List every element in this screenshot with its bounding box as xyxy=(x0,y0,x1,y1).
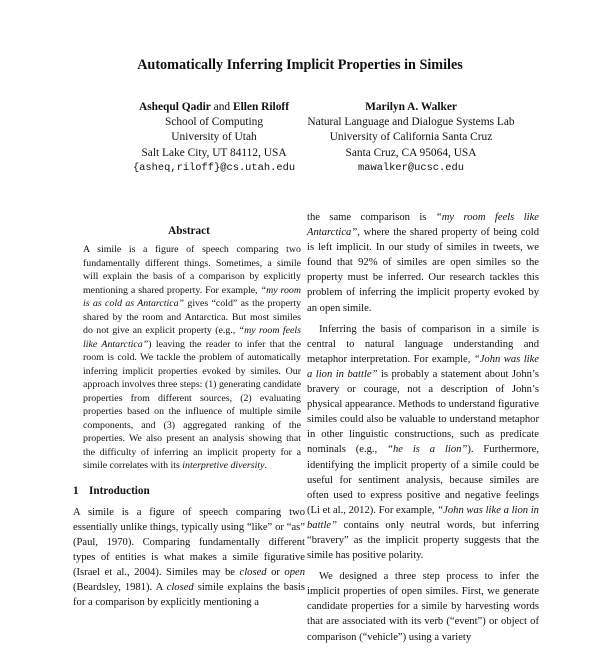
section-heading-introduction xyxy=(73,485,305,497)
author-email: {asheq,riloff}@cs.utah.edu xyxy=(132,161,296,174)
author-address: Santa Cruz, CA 95064, USA xyxy=(345,146,477,159)
abstract-text: A simile is a figure of speech comparing two fundamentally different things. Sometimes, a simile will explain the basis of a comparison by explicitly mentioning a shared property. For example, “my room is as cold as Antarctica” gives “cold” as the property shared by the room and Antarctica. But most similes do not give an explicit property (e.g., “my room feels like Antarctica”) leaving the reader to infer that the room is cold. We tackle the problem of automatically inferring implicit properties evoked by similes. Our approach involves three steps: (1) generating candidate properties from different sources, (2) evaluating properties based on the influence of multiple simile components, and (3) aggregated ranking of the properties. We also present an analysis showing that the difficulty of inferring an implicit property for a simile correlates with its interpretive diversity. xyxy=(83,244,302,471)
right-column xyxy=(307,210,539,651)
body-paragraph: We designed a three step process to infer the implicit properties of open similes. First, we generate candidate properties for a simile by harvesting words that are associated with its verb (“event”) or object of comparison (“vehicle”) using a variety xyxy=(307,571,539,643)
abstract-heading: Abstract xyxy=(168,225,210,237)
author-joiner: and xyxy=(210,101,233,113)
section-title: Introduction xyxy=(89,484,150,497)
author-name: Ellen Riloff xyxy=(232,101,289,113)
author-affiliation: University of Utah xyxy=(171,131,257,144)
author-name: Ashequl Qadir xyxy=(138,101,211,113)
author-block-ucsc xyxy=(292,100,530,176)
paper-title: Automatically Inferring Implicit Properties in Similes xyxy=(137,57,463,73)
author-affiliation: Natural Language and Dialogue Systems Lab xyxy=(307,116,515,129)
left-column xyxy=(73,210,305,616)
author-email: mawalker@ucsc.edu xyxy=(357,161,464,174)
author-affiliation: School of Computing xyxy=(164,116,264,129)
body-paragraph: the same comparison is “my room feels like Antarctica”, where the shared property of being cold is left implicit. In our study of similes in tweets, we found that 92% of similes are open similes so the property must be inferred. Our research tackles this problem of inferring the implicit property evoked by an open simile. xyxy=(307,212,539,314)
intro-paragraph: A simile is a figure of speech comparing two essentially unlike things, typically using “like” or “as” (Paul, 1970). Comparing fundamentally different types of entities is what makes a simile figurative (Israel et al., 2004). Similes may be closed or open (Beardsley, 1981). A closed simile explains the basis for a comparison by explicitly mentioning a xyxy=(73,506,305,609)
author-affiliation: University of California Santa Cruz xyxy=(329,131,493,144)
section-number: 1 xyxy=(73,484,79,497)
body-paragraph: Inferring the basis of comparison in a simile is central to natural language understanding and metaphor interpretation. For example, “John was like a lion in battle” is probably a statement about John’s bravery or courage, not a description of John’s physical appearance. Methods to understand figurative similes could also be valuable to understand metaphor in other linguistic constructions, such as predicate nominals (e.g., “he is a lion”). Furthermore, identifying the implicit property of a simile could be useful for sentiment analysis, because similes are often used to express positive and negative feelings (Li et al., 2012). For example, “John was like a lion in battle” contains only neutral words, but inferring “bravery” as the implicit property suggests that the simile has positive polarity. xyxy=(307,323,540,562)
author-address: Salt Lake City, UT 84112, USA xyxy=(141,146,287,159)
author-name: Marilyn A. Walker xyxy=(365,101,457,113)
